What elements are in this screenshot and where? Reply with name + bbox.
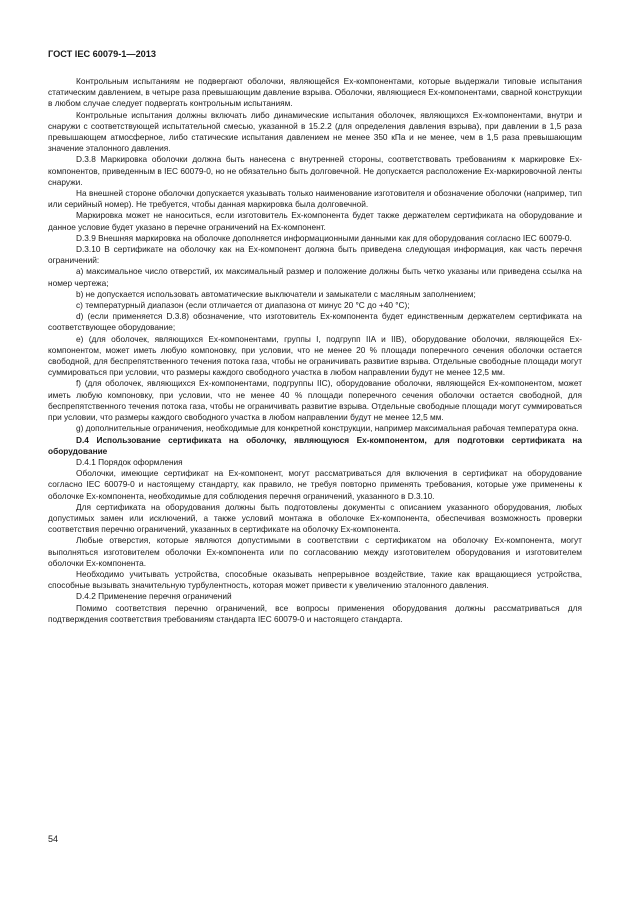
- paragraph: Помимо соответствия перечню ограничений, все вопросы применения оборудования должны рассматриваться для подтверждения соответствия требованиям стандарта IEC 60079-0 и настоящего стандарта.: [48, 602, 582, 624]
- list-item: d) (если применяется D.3.8) обозначение, что изготовитель Ex-компонента будет единственным держателем сертификата на соответствующее оборудование;: [48, 311, 582, 333]
- standard-header: ГОСТ IEC 60079-1—2013: [48, 49, 157, 59]
- page-number: 54: [48, 834, 59, 844]
- list-item: b) не допускается использовать автоматические выключатели и замыкатели с масляным заполнением;: [76, 288, 476, 299]
- paragraph: D.3.10 В сертификате на оболочку как на Ex-компонент должна быть приведена следующая информация, как часть перечня ограничений:: [48, 244, 582, 266]
- subsection-heading: D.4.2 Применение перечня ограничений: [76, 591, 232, 602]
- paragraph: Необходимо учитывать устройства, способные оказывать непрерывное воздействие, такие как вращающиеся устройства, способные вызывать значительную турбулентность, которая может привести к увеличению эталонного давления.: [48, 568, 582, 591]
- list-item: g) дополнительные ограничения, необходимые для конкретной конструкции, например максимальная рабочая температура окна.: [76, 423, 579, 434]
- paragraph: D.3.9 Внешняя маркировка на оболочке дополняется информационными данными как для оборудования согласно IEC 60079-0.: [76, 232, 572, 243]
- paragraph: Для сертификата на оборудования должны быть подготовлены документы с описанием указанного оборудования, любых допустимых замен или исключений, а также условий монтажа в оболочке Ex-компонента, обеспечивая возможность проверки соответствия перечню ограничений, указанных в сертификате на оболочку Ex-компонента.: [48, 501, 582, 535]
- document-body: [48, 76, 582, 625]
- list-item: a) максимальное число отверстий, их максимальный размер и положение должны быть четко указаны или приведена ссылка на номер чертежа;: [48, 266, 582, 288]
- paragraph: На внешней стороне оболочки допускается указывать только наименование изготовителя и обозначение оболочки (например, тип или серийный номер). Не требуется, чтобы данная маркировка была долговечной.: [48, 188, 582, 210]
- paragraph: Любые отверстия, которые являются допустимыми в соответствии с сертификатом на оболочку Ex-компонента, могут выполняться изготовителем оболочки Ex-компонента или по согласованию между изготовителем оборудования и изготовителем оболочки Ex-компонента.: [48, 535, 582, 568]
- list-item: f) (для оболочек, являющихся Ex-компонентами, подгруппы IIC), оборудование оболочки, являющейся Ex-компонентом, может иметь любую компоновку, при условии, что не менее 40 % площади поперечного сечения оболочки остается свободной, для беспрепятственного течения потока газа, чтобы не ограничивать развитие взрыва. Отдельные свободные площади могут суммироваться при условии, что размеры каждого свободного участка в любом направлении будут не менее 12,5 мм.: [48, 378, 582, 423]
- list-item: e) (для оболочек, являющихся Ex-компонентами, группы I, подгрупп IIA и IIB), оборудование оболочки, являющейся Ex-компонентом, может иметь любую компоновку, при условии, что не менее 20 % площади поперечного сечения оболочки остается свободной, для беспрепятственного течения потока газа, чтобы не ограничивать развитие взрыва. Отдельные свободные площади могут суммироваться при условии, что размеры каждого свободного участка в любом направлении будут не менее 12,5 мм.: [48, 333, 582, 378]
- paragraph: Оболочки, имеющие сертификат на Ex-компонент, могут рассматриваться для включения в сертификат на оборудование согласно IEC 60079-0 и настоящему стандарту, как правило, не требуя повторно применять требования, которые уже применены к оболочке Ex-компонента, необходимые для соблюдения перечня ограничений, указанного в D.3.10.: [48, 468, 582, 501]
- subsection-heading: D.4.1 Порядок оформления: [76, 456, 183, 467]
- list-item: c) температурный диапазон (если отличается от диапазона от минус 20 °C до +40 °C);: [76, 300, 410, 311]
- paragraph: Контрольные испытания должны включать либо динамические испытания оболочек, являющихся Ex-компонентами, внутри и снаружи с соответствующей испытательной смесью, указанной в 15.2.2 (для определения давления взрыва), при давлении в 1,5 раза превышающем атмосферное, либо статические испытания давлением не менее 350 кПа и не менее, чем в 1,5 раза превышающим значение эталонного давления.: [48, 109, 582, 154]
- paragraph: Контрольным испытаниям не подвергают оболочки, являющейся Ex-компонентами, которые выдержали типовые испытания статическим давлением, в четыре раза превышающим давление взрыва. Оболочки, являющиеся Ex-компонентами, сварной конструкции в любом случае следует подвергать контрольным испытаниям.: [48, 76, 582, 109]
- section-heading: D.4 Использование сертификата на оболочку, являющуюся Ex-компонентом, для подготовки сертификата на оборудование: [48, 434, 582, 456]
- paragraph: Маркировка может не наноситься, если изготовитель Ex-компонента будет также держателем сертификата на оборудование и данное условие будет указано в перечне ограничений на Ex-компонент.: [48, 210, 582, 232]
- paragraph: D.3.8 Маркировка оболочки должна быть нанесена с внутренней стороны, соответствовать требованиям к маркировке Ex-компонентов, приведенным в IEC 60079-0, но не обязательно быть долговечной. Не допускается расположение Ex-маркировочной ленты снаружи.: [48, 154, 582, 187]
